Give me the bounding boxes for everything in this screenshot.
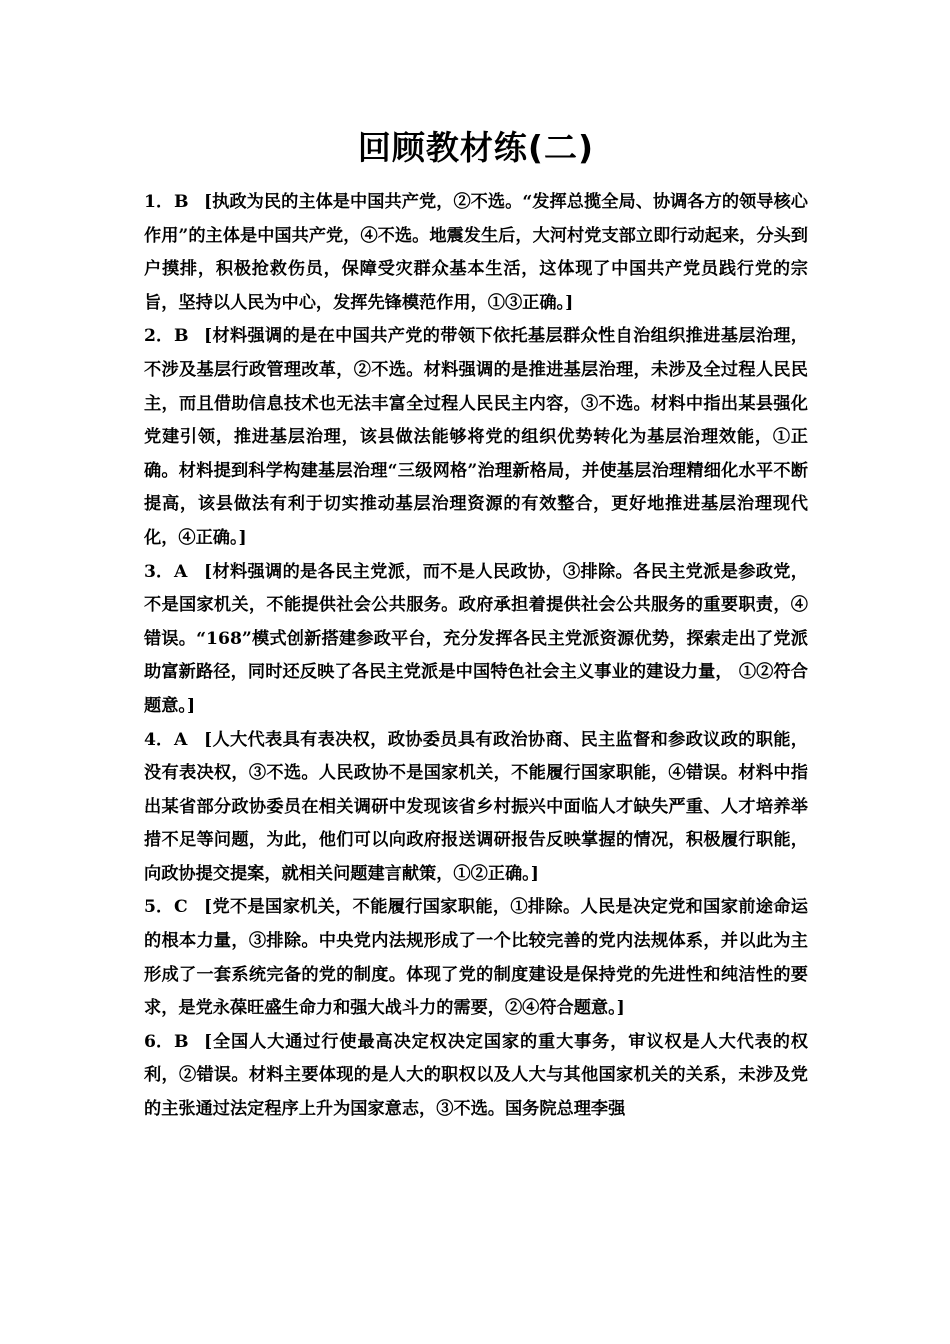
answer-option: B: [174, 326, 189, 347]
answer-item: [144, 556, 808, 724]
answer-item: [144, 724, 808, 892]
answer-item: [144, 1026, 808, 1127]
answer-explanation: [党不是国家机关，不能履行国家职能，①排除。人民是决定党和国家前途命运的根本力量，③排除。中央党内法规形成了一个比较完善的党内法规体系，并以此为主形成了一套系统完备的党的制度。体现了党的制度建设是保持党的先进性和纯洁性的要求，是党永葆旺盛生命力和强大战斗力的需要，②④符合题意。]: [144, 897, 808, 1019]
question-number: 3．: [144, 561, 174, 582]
answer-option: B: [174, 192, 189, 212]
answer-option: B: [174, 1031, 189, 1052]
page-title: 回顾教材练(二): [357, 128, 595, 167]
answer-explanation: [材料强调的是在中国共产党的带领下依托基层群众性自治组织推进基层治理，不涉及基层行政管理改革，②不选。材料强调的是推进基层治理，未涉及全过程人民民主，而且借助信息技术也无法丰富全过程人民民主内容，③不选。材料中指出某县强化党建引领，推进基层治理，该县做法能够将党的组织优势转化为基层治理效能，①正确。材料提到科学构建基层治理“三级网格”治理新格局，并使基层治理精细化水平不断提高，该县做法有利于切实推动基层治理资源的有效整合，更好地推进基层治理现代化，④正确。]: [144, 326, 808, 548]
answer-item: [144, 186, 808, 320]
answer-option: A: [174, 729, 188, 750]
answer-item: [144, 320, 808, 555]
question-number: 1．: [144, 192, 174, 212]
document-page: [144, 124, 808, 1127]
answer-explanation: [人大代表具有表决权，政协委员具有政治协商、民主监督和参政议政的职能，没有表决权，③不选。人民政协不是国家机关，不能履行国家职能，④错误。材料中指出某省部分政协委员在相关调研中发现该省乡村振兴中面临人才缺失严重、人才培养举措不足等问题，为此，他们可以向政府报送调研报告反映掌握的情况，积极履行职能，向政协提交提案，就相关问题建言献策，①②正确。]: [144, 729, 808, 884]
answer-option: C: [174, 897, 188, 918]
answer-item: [144, 891, 808, 1025]
question-number: 2．: [144, 326, 174, 347]
answer-explanation: [全国人大通过行使最高决定权决定国家的重大事务，审议权是人大代表的权利，②错误。材料主要体现的是人大的职权以及人大与其他国家机关的关系，未涉及党的主张通过法定程序上升为国家意志，③不选。国务院总理李强: [144, 1031, 808, 1120]
question-number: 4．: [144, 729, 174, 750]
question-number: 5．: [144, 897, 174, 918]
answer-explanation: [执政为民的主体是中国共产党，②不选。“发挥总揽全局、协调各方的领导核心作用”的主体是中国共产党，④不选。地震发生后，大河村党支部立即行动起来，分头到户摸排，积极抢救伤员，保障受灾群众基本生活，这体现了中国共产党员践行党的宗旨，坚持以人民为中心，发挥先锋模范作用，①③正确。]: [144, 192, 808, 313]
question-number: 6．: [144, 1031, 174, 1052]
answer-explanation: [材料强调的是各民主党派，而不是人民政协，③排除。各民主党派是参政党，不是国家机关，不能提供社会公共服务。政府承担着提供社会公共服务的重要职责，④错误。“168”模式创新搭建参政平台，充分发挥各民主党派资源优势，探索走出了党派助富新路径，同时还反映了各民主党派是中国特色社会主义事业的建设力量， ①②符合题意。]: [144, 561, 808, 716]
answer-option: A: [174, 561, 188, 582]
